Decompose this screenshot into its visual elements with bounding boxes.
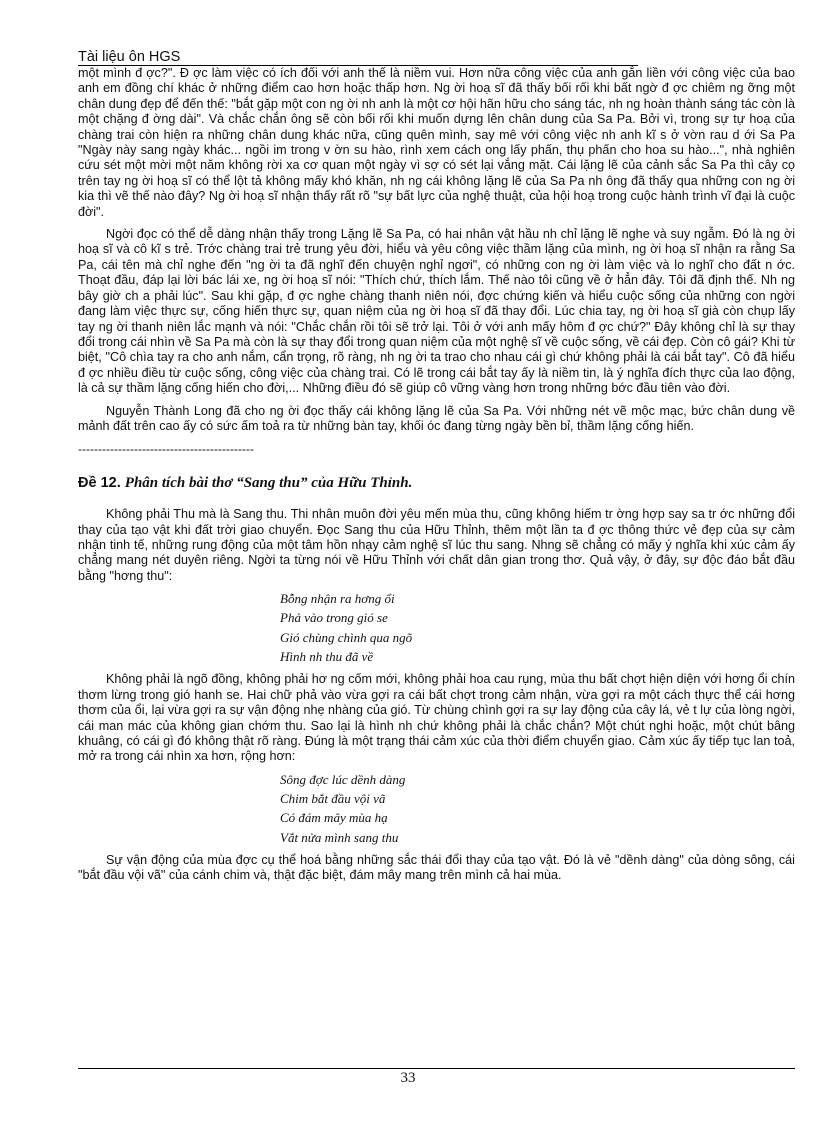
poem-line: Hình nh thu đã về [280,649,374,665]
section-title [78,476,795,491]
poem-line: Có đám mây mùa hạ [280,810,388,826]
document-header [78,49,638,66]
poem-line: Chim bắt đầu vội vã [280,791,386,807]
poem-line: Gió chùng chình qua ngõ [280,629,413,645]
section-heading: Phân tích bài thơ “Sang thu” của Hữu Thỉnh. [124,474,413,491]
poem-line: Vắt nửa mình sang thu [280,829,399,845]
section-number: 12. [100,474,121,491]
page-content [78,66,795,884]
analysis-paragraph-2: Sự vận động của mùa đợc cụ thể hoá bằng những sắc thái đổi thay của tạo vật. Đó là vẻ "dềnh dàng" của dòng sông, cái "bắt đầu vội vã" của cánh chim và, thật đặc biệt, đám mây mang trên mình cả hai mùa. [78,853,795,883]
header-title: Tài liệu ôn HGS [78,49,181,65]
poem-stanza-2 [280,770,795,847]
analysis-paragraph-1: Không phải là ngõ đồng, không phải hơ ng cốm mới, không phải hoa cau rụng, mùa thu bất chợt hiện diện với hơng ổi chín thơm lừng trong gió hanh se. Hai chữ phả vào vừa gợi ra cái bất chợt trong cảm nhận, vừa gợi ra một cách thực thể cái hơng thơm của ổi, lại vừa gợi ra sự vận động nhẹ nhàng của gió. Từ chùng chình gợi ra sự lay động của cây lá, vẻ t lự của lòng ngời, cái man mác của không gian chớm thu. Sao lại là hình nh chứ không phải là chắc chắn? Một chút nghi hoặc, một chút bâng khuâng, có cái gì đó không thật rõ ràng. Đúng là một trạng thái cảm xúc của thời điểm chuyển giao. Cảm xúc ấy tiếp tục lan toả, mở ra trong cái nhìn xa hơn, rộng hơn: [78,672,795,764]
section-label: Đề [78,474,97,491]
poem-stanza-1 [280,589,795,666]
paragraph-1: một mình đ ợc?". Đ ợc làm việc có ích đối với anh thế là niềm vui. Hơn nữa công việc của anh gắn liền với công việc của bao anh em đồng chí khác ở những điểm cao hơn hoặc thấp hơn. Ng ời hoạ sĩ đã thấy bối rối khi bất ngờ đ ợc chiêm ng ỡng một chân dung đẹp để đến thế: "bắt gặp một con ng ời nh anh là một cơ hội hãn hữu cho sáng tác, nh ng hoàn thành sáng tác còn là một chặng đ ờng dài". Và chắc chắn ông sẽ còn bối rối khi muốn dựng lên chân dung của Sa Pa. Bởi vì, trong sự tự hoạ của chàng trai còn hiện ra những chân dung khác nữa, cũng quên mình, say mê với công việc nh anh kĩ s ở vờn rau d ới Sa Pa "Ngày này sang ngày khác... ngồi im trong v ờn su hào, rình xem cách ong lấy phấn, thụ phấn cho hoa su hào...", nhà nghiên cứu sét một mời một năm không rời xa cơ quan một ngày vì sợ có sét lại vắng mặt. Cái lặng lẽ của cảnh sắc Sa Pa thì cây cọ trên tay ng ời hoạ sĩ có thể lột tả không mấy khó khăn, nh ng cái không lặng lẽ của Sa Pa nh ông đã thấy qua những con ng ời kia thì vẽ thế nào đây? Ng ời hoạ sĩ nhận thấy rất rõ "sự bất lực của nghệ thuật, của hội hoạ trong cuộc hành trình vĩ đại là cuộc đời". [78,66,795,219]
poem-line: Bỗng nhận ra hơng ổi [280,591,395,607]
separator-line: -------------------------------------------- [78,442,254,457]
intro-paragraph: Không phải Thu mà là Sang thu. Thi nhân muôn đời yêu mến mùa thu, cũng không hiếm tr ờng hợp say sa tr ớc những đổi thay của tạo vật khi đất trời giao chuyển. Đọc Sang thu của Hữu Thỉnh, thêm một lần ta đ ợc thông thức vẻ đẹp của sự cảm nhận tinh tế, những rung động của một tâm hồn nhạy cảm nghệ sĩ lúc thu sang. Nhng sẽ chẳng có mấy ý nghĩa khi xúc cảm ấy chẳng mang nét duyên riêng. Ngời ta từng nói về Hữu Thỉnh với chất dân gian trong thơ. Quả vậy, ở đây, sự độc đáo bắt đầu bằng "hơng thu": [78,507,795,583]
paragraph-3: Nguyễn Thành Long đã cho ng ời đọc thấy cái không lặng lẽ của Sa Pa. Với những nét vẽ mộc mạc, bức chân dung về mảnh đất trên cao ấy có sức ấm toả ra từ những bàn tay, khối óc đang từng ngày bền bỉ, thầm lặng cống hiến. [78,403,795,433]
paragraph-2: Ngời đọc có thể dễ dàng nhận thấy trong Lặng lẽ Sa Pa, có hai nhân vật hầu nh chỉ lặng lẽ nghe và suy ngẫm. Đó là ng ời hoạ sĩ và cô kĩ s trẻ. Trớc chàng trai trẻ trung yêu đời, hiểu và yêu công việc thầm lặng của mình, ng ời hoạ sĩ nhận ra rằng Sa Pa, cái tên mà chỉ nghe đến "ng ời ta đã nghĩ đến chuyện nghỉ ngơi", có những con ng ời làm việc và lo nghĩ cho đất n ớc. Thoạt đầu, đáp lại lời bác lái xe, ng ời hoạ sĩ nói: "Thích chứ, thích lắm. Thế nào tôi cũng về ở hẳn đây. Tôi đã định thế. Nh ng bây giờ ch a phải lúc". Sau khi gặp, đ ợc nghe chàng thanh niên nói, đợc chứng kiến và hiểu cuộc sống của những con ngời đang làm việc thực sự, cống hiến thực sự, quan niệm của ng ời hoạ sĩ đã thay đổi. Lúc chia tay, ng ời hoạ sĩ già còn chụp lấy tay ng ời thanh niên lắc mạnh và nói: "Chắc chắn rồi tôi sẽ trở lại. Tôi ở với anh mấy hôm đ ợc chứ?" Đây không chỉ là sự thay đổi trong cái nhìn về Sa Pa mà còn là sự thay đổi trong quan niệm của một nghệ sĩ về cuộc sống, về cái đẹp. Còn cô gái? Khi từ biệt, "Cô chìa tay ra cho anh nắm, cẩn trọng, rõ ràng, nh ng ời ta trao cho nhau cái gì chứ không phải là cái bắt tay". Cô đã hiểu đ ợc nhiều điều từ cuộc sống, công việc của chàng trai. Có lẽ trong cái bắt tay ấy là niềm tin, là ý nghĩa đích thực của lao động, là cả sự thầm lặng cống hiến cho đời,... Những điều đó sẽ giúp cô vững vàng hơn trong những bớc đầu tiên vào đời. [78,227,795,396]
poem-line: Sông đợc lúc dềnh dàng [280,771,406,787]
poem-line: Phả vào trong gió se [280,610,388,626]
page-number: 33 [400,1070,416,1086]
footer-rule [78,1068,795,1069]
